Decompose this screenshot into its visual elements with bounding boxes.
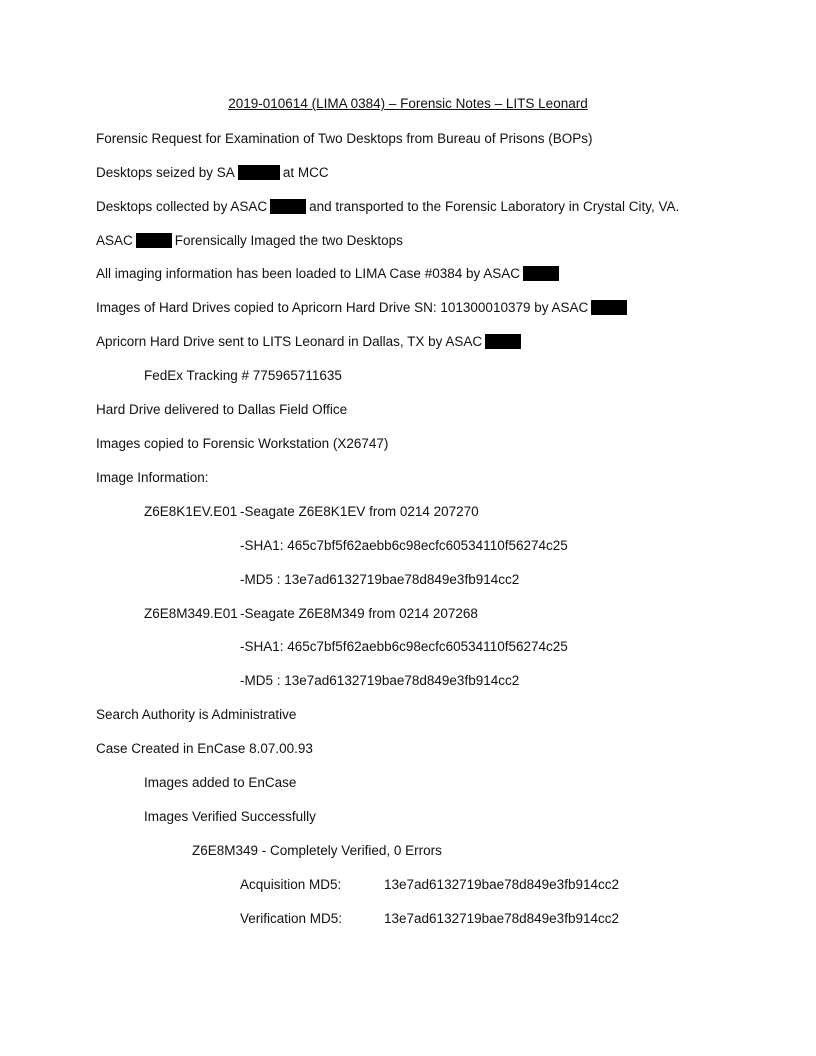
image-sha1: -SHA1: 465c7bf5f62aebb6c98ecfc60534110f56274c25: [240, 639, 568, 654]
acquisition-value: 13e7ad6132719bae78d849e3fb914cc2: [384, 877, 619, 892]
image-entry-2: [144, 605, 478, 623]
collected-text-end: and transported to the Forensic Laboratory in Crystal City, VA.: [309, 199, 680, 214]
copied-text: Images of Hard Drives copied to Apricorn Hard Drive SN: 101300010379 by ASAC: [96, 300, 589, 315]
copied-line: [96, 299, 630, 317]
verification-md5-line: [240, 910, 619, 928]
image-file-name: Z6E8M349.E01: [144, 606, 238, 621]
loaded-line: [96, 265, 562, 283]
fedex-line: FedEx Tracking # 775965711635: [144, 368, 342, 383]
redaction-box: [591, 300, 627, 315]
verify-result-line: Z6E8M349 - Completely Verified, 0 Errors: [192, 843, 442, 858]
image-info-heading: Image Information:: [96, 470, 209, 485]
loaded-text: All imaging information has been loaded to LIMA Case #0384 by ASAC: [96, 266, 521, 281]
images-verified-line: Images Verified Successfully: [144, 809, 316, 824]
image-file-name: Z6E8K1EV.E01: [144, 504, 238, 519]
document-title: 2019-010614 (LIMA 0384) – Forensic Notes – LITS Leonard: [228, 96, 588, 111]
imaged-text-end: Forensically Imaged the two Desktops: [174, 233, 403, 248]
image-description: -Seagate Z6E8K1EV from 0214 207270: [240, 504, 479, 519]
seized-text-end: at MCC: [282, 165, 329, 180]
request-line: Forensic Request for Examination of Two Desktops from Bureau of Prisons (BOPs): [96, 131, 593, 146]
image-entry-1: [144, 503, 479, 521]
image-sha1: -SHA1: 465c7bf5f62aebb6c98ecfc60534110f56274c25: [240, 538, 568, 553]
redaction-box: [485, 334, 521, 349]
collected-text: Desktops collected by ASAC: [96, 199, 268, 214]
acquisition-md5-line: [240, 876, 619, 894]
image-md5: -MD5 : 13e7ad6132719bae78d849e3fb914cc2: [240, 572, 520, 587]
seized-line: [96, 164, 329, 182]
authority-line: Search Authority is Administrative: [96, 707, 297, 722]
collected-line: [96, 198, 679, 216]
delivered-line: Hard Drive delivered to Dallas Field Office: [96, 402, 348, 417]
verification-label: Verification MD5:: [240, 911, 343, 926]
sent-text: Apricorn Hard Drive sent to LITS Leonard in Dallas, TX by ASAC: [96, 334, 483, 349]
redaction-box: [238, 165, 280, 180]
redaction-box: [270, 199, 306, 214]
imaged-line: [96, 232, 403, 250]
redaction-box: [523, 266, 559, 281]
sent-line: [96, 333, 524, 351]
verification-value: 13e7ad6132719bae78d849e3fb914cc2: [384, 911, 619, 926]
images-added-line: Images added to EnCase: [144, 775, 297, 790]
workstation-line: Images copied to Forensic Workstation (X26747): [96, 436, 389, 451]
image-description: -Seagate Z6E8M349 from 0214 207268: [240, 606, 478, 621]
redaction-box: [136, 233, 172, 248]
acquisition-label: Acquisition MD5:: [240, 877, 342, 892]
seized-text: Desktops seized by SA: [96, 165, 235, 180]
image-md5: -MD5 : 13e7ad6132719bae78d849e3fb914cc2: [240, 673, 520, 688]
case-created-line: Case Created in EnCase 8.07.00.93: [96, 741, 313, 756]
imaged-text: ASAC: [96, 233, 133, 248]
